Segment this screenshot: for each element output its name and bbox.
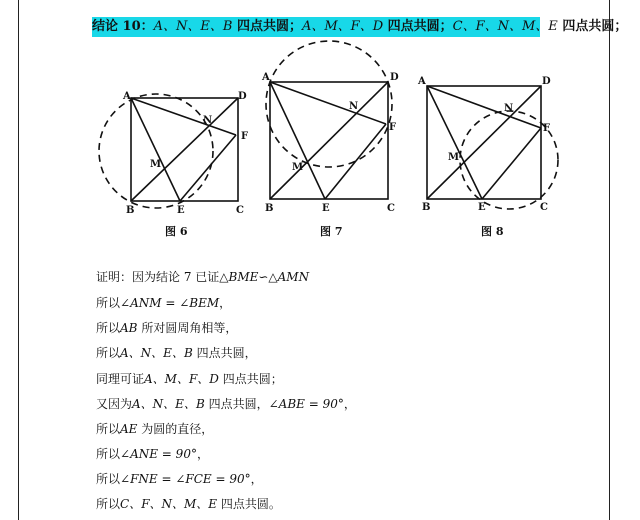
proof-line-4 — [96, 345, 257, 361]
fig6-label-m: M — [150, 159, 162, 170]
fig8-line-bd — [427, 86, 541, 199]
fig6-line-bd — [131, 98, 238, 201]
fig7-caption: 图 7 — [320, 225, 343, 238]
fig7-line-bd — [270, 82, 388, 199]
heading-points-1: A、N、E、B — [153, 19, 233, 34]
proof-l3-post: 所对圆周角相等， — [137, 321, 238, 335]
proof-l9-text: 所以 — [96, 472, 121, 486]
proof-l10-expr: C、F、N、M、E — [120, 497, 218, 511]
proof-l9-expr: ∠FNE = ∠FCE = 90° — [120, 472, 251, 486]
proof-l6-text: 又因为 — [96, 397, 133, 411]
fig8-label-c: C — [540, 202, 548, 213]
heading-text-3: 四点共圆； — [557, 19, 628, 34]
proof-l7-post: 为圆的直径， — [137, 422, 214, 436]
proof-l10-post: 四点共圆。 — [217, 497, 281, 511]
proof-l2-post: ， — [219, 296, 232, 310]
fig6-label-b: B — [126, 205, 135, 216]
fig8-label-n: N — [504, 103, 514, 114]
proof-line-3 — [96, 320, 237, 336]
heading-text-1: 四点共圆； — [232, 19, 302, 34]
proof-l7-expr: AE — [120, 422, 138, 436]
fig7-label-f: F — [389, 122, 397, 133]
proof-l6-expr: A、N、E、B — [132, 397, 205, 411]
fig6-label-n: N — [203, 115, 213, 126]
fig6-label-f: F — [241, 131, 249, 142]
fig6-label-a: A — [123, 91, 131, 102]
proof-line-10 — [96, 496, 281, 512]
proof-l4-text: 所以 — [96, 346, 121, 360]
heading-label: 结论 10： — [92, 19, 154, 34]
fig6-caption: 图 6 — [165, 225, 188, 238]
fig7-label-n: N — [349, 101, 359, 112]
proof-l3-text: 所以 — [96, 321, 121, 335]
fig7-label-e: E — [322, 203, 330, 214]
proof-l2-expr: ∠ANM = ∠BEM — [120, 296, 220, 310]
proof-l8-expr: ∠ANE = 90° — [120, 447, 197, 461]
proof-l1-text: 证明：因为结论 7 已证 — [96, 270, 220, 284]
fig8-label-a: A — [418, 76, 426, 87]
proof-line-2 — [96, 295, 231, 311]
proof-l4-expr: A、N、E、B — [120, 346, 193, 360]
proof-line-8 — [96, 446, 209, 462]
fig7-label-c: C — [387, 203, 395, 214]
fig8-caption: 图 8 — [481, 225, 504, 238]
proof-line-1 — [96, 269, 309, 285]
proof-l4-post: 四点共圆， — [192, 346, 257, 360]
proof-l6-post: ， — [343, 397, 356, 411]
fig8-label-e: E — [478, 202, 486, 213]
fig7-label-m: M — [292, 162, 304, 173]
fig6-label-e: E — [177, 205, 185, 216]
fig7-label-d: D — [390, 72, 399, 83]
fig7-label-a: A — [262, 72, 270, 83]
figure-7 — [266, 41, 392, 199]
fig8-label-b: B — [422, 202, 431, 213]
proof-l5-text: 同理可证 — [96, 372, 145, 386]
fig7-label-b: B — [265, 203, 274, 214]
proof-line-5 — [96, 371, 283, 387]
proof-l10-text: 所以 — [96, 497, 121, 511]
proof-l2-text: 所以 — [96, 296, 121, 310]
proof-l1-expr: △BME∽△AMN — [219, 270, 310, 284]
proof-l8-post: ， — [196, 447, 209, 461]
figure-6 — [99, 94, 238, 208]
proof-l5-expr: A、M、F、D — [144, 372, 219, 386]
fig8-label-m: M — [448, 152, 460, 163]
proof-line-6 — [96, 396, 356, 412]
proof-l5-post: 四点共圆； — [218, 372, 283, 386]
fig8-label-d: D — [542, 76, 551, 87]
fig8-line-ef — [482, 128, 541, 199]
proof-l7-text: 所以 — [96, 422, 121, 436]
proof-line-7 — [96, 421, 213, 437]
proof-l6-mid: 四点共圆， — [204, 397, 269, 411]
heading-text-2: 四点共圆； — [383, 19, 453, 34]
proof-l6-expr2: ∠ABE = 90° — [268, 397, 344, 411]
heading-points-3: C、F、N、M、E — [452, 19, 558, 34]
heading-points-2: A、M、F、D — [301, 19, 384, 34]
proof-l9-post: ， — [250, 472, 263, 486]
fig6-label-c: C — [236, 205, 244, 216]
proof-l8-text: 所以 — [96, 447, 121, 461]
proof-line-9 — [96, 471, 263, 487]
figure-8 — [427, 86, 558, 209]
proof-l3-expr: AB — [120, 321, 138, 335]
fig6-label-d: D — [238, 91, 247, 102]
fig8-label-f: F — [543, 123, 551, 134]
